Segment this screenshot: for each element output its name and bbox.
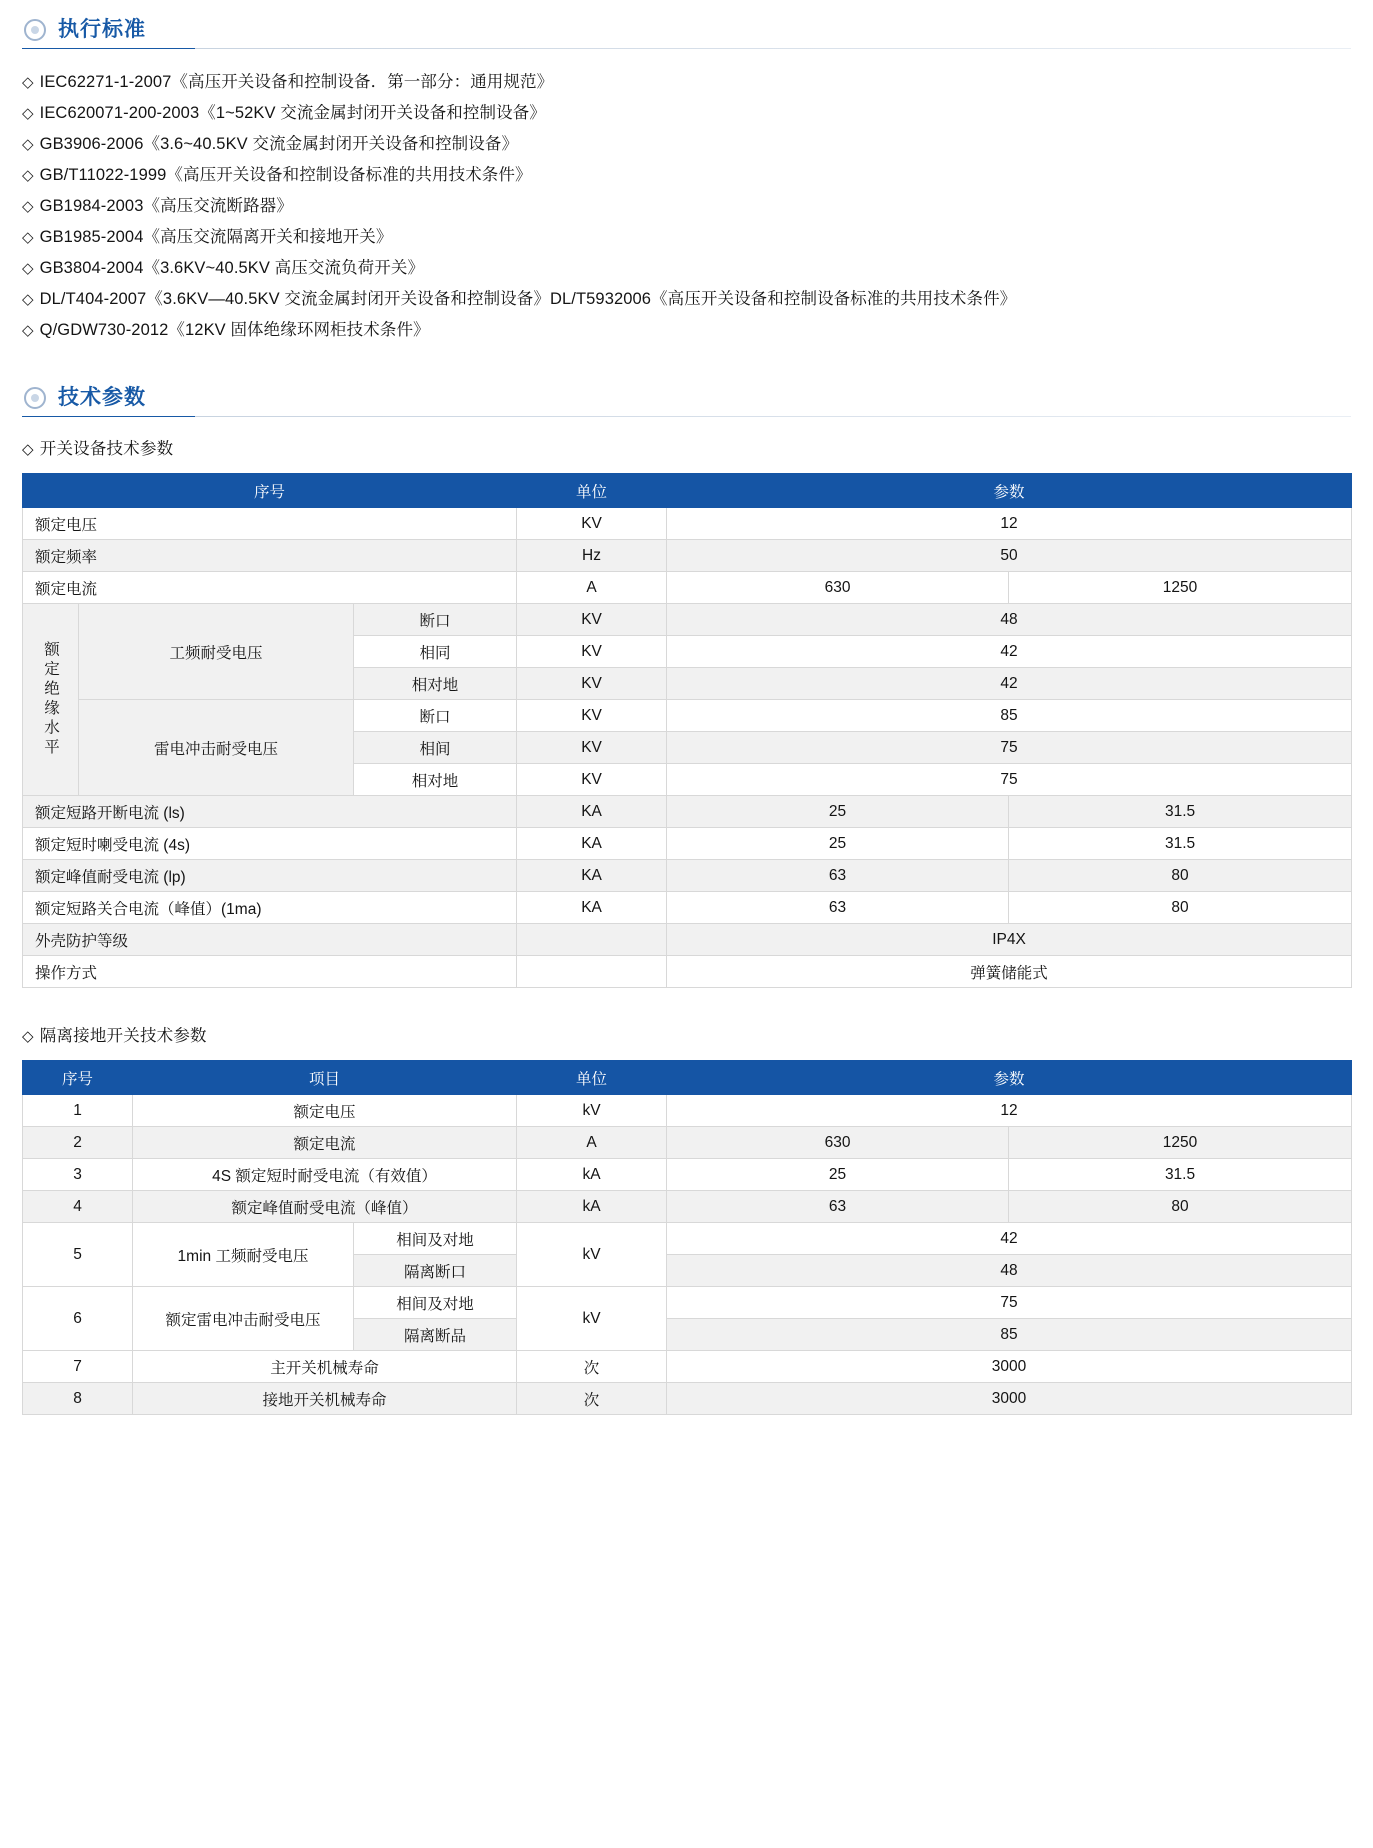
table-row	[23, 796, 1352, 828]
col-header-unit: 单位	[517, 1061, 667, 1095]
cell-value-630: 630	[667, 572, 1009, 604]
col-header-unit: 单位	[517, 474, 667, 508]
cell-unit: Hz	[517, 540, 667, 572]
cell-no: 5	[23, 1223, 133, 1287]
cell-name: 接地开关机械寿命	[133, 1383, 517, 1415]
subheading-switchgear-params	[22, 435, 1351, 459]
cell-subname: 相间及对地	[354, 1287, 517, 1319]
cell-value: 85	[667, 1319, 1352, 1351]
cell-value-b: 80	[1009, 860, 1352, 892]
subheading-isolation-earthing-params	[22, 1022, 1351, 1046]
diamond-icon: ◇	[22, 229, 34, 247]
cell-no: 2	[23, 1127, 133, 1159]
section-title-params: 技术参数	[58, 386, 146, 410]
cell-value: 75	[667, 764, 1352, 796]
standards-list	[22, 67, 1351, 346]
cell-unit: kV	[517, 1287, 667, 1351]
table-row	[23, 572, 1352, 604]
cell-unit: KV	[517, 764, 667, 796]
cell-unit: KV	[517, 668, 667, 700]
table-row	[23, 956, 1352, 988]
cell-unit: KV	[517, 604, 667, 636]
diamond-icon: ◇	[22, 322, 34, 340]
diamond-icon: ◇	[22, 198, 34, 216]
list-item	[22, 222, 1351, 253]
cell-name: 额定电流	[23, 572, 517, 604]
table-row	[23, 700, 1352, 732]
section-header-params	[22, 386, 1351, 417]
section-header-standards	[22, 18, 1351, 49]
cell-name: 额定短时喇受电流 (4s)	[23, 828, 517, 860]
standard-text: DL/T404-2007《3.6KV—40.5KV 交流金属封闭开关设备和控制设备》DL/T5932006《高压开关设备和控制设备标准的共用技术条件》	[39, 290, 1017, 309]
cell-no: 4	[23, 1191, 133, 1223]
cell-value: 42	[667, 1223, 1352, 1255]
list-item	[22, 315, 1351, 346]
table-row	[23, 1127, 1352, 1159]
standard-text: GB3804-2004《3.6KV~40.5KV 高压交流负荷开关》	[39, 259, 425, 278]
table-row	[23, 604, 1352, 636]
table-row	[23, 508, 1352, 540]
cell-value: 3000	[667, 1351, 1352, 1383]
cell-name: 额定峰值耐受电流 (lp)	[23, 860, 517, 892]
cell-value: 3000	[667, 1383, 1352, 1415]
cell-unit: KV	[517, 732, 667, 764]
cell-unit: kA	[517, 1191, 667, 1223]
cell-value-a: 63	[667, 892, 1009, 924]
table-header-row	[23, 1061, 1352, 1095]
cell-value-a: 25	[667, 796, 1009, 828]
cell-no: 1	[23, 1095, 133, 1127]
cell-subname: 相同	[354, 636, 517, 668]
circle-marker-icon	[24, 19, 46, 41]
diamond-icon: ◇	[22, 105, 34, 123]
cell-value: 50	[667, 540, 1352, 572]
cell-subname: 相间及对地	[354, 1223, 517, 1255]
cell-unit: kV	[517, 1223, 667, 1287]
cell-unit: KA	[517, 828, 667, 860]
col-header-no: 序号	[23, 1061, 133, 1095]
cell-unit	[517, 924, 667, 956]
cell-value-b: 1250	[1009, 1127, 1352, 1159]
cell-name: 操作方式	[23, 956, 517, 988]
cell-name: 外壳防护等级	[23, 924, 517, 956]
cell-name: 主开关机械寿命	[133, 1351, 517, 1383]
standard-text: IEC62271-1-2007《高压开关设备和控制设备．第一部分：通用规范》	[39, 73, 554, 92]
table-row	[23, 1351, 1352, 1383]
cell-unit: KA	[517, 860, 667, 892]
list-item	[22, 67, 1351, 98]
table-row	[23, 1383, 1352, 1415]
cell-subname: 相对地	[354, 764, 517, 796]
cell-unit: 次	[517, 1383, 667, 1415]
cell-value-a: 63	[667, 1191, 1009, 1223]
col-header-param: 参数	[667, 1061, 1352, 1095]
cell-unit: 次	[517, 1351, 667, 1383]
table-row	[23, 892, 1352, 924]
cell-value: 弹簧储能式	[667, 956, 1352, 988]
cell-unit: KV	[517, 636, 667, 668]
list-item	[22, 284, 1351, 315]
subheading-text: 开关设备技术参数	[39, 440, 174, 459]
col-header-no: 序号	[23, 474, 517, 508]
table-row	[23, 1223, 1352, 1255]
cell-value-b: 31.5	[1009, 1159, 1352, 1191]
cell-subname: 隔离断口	[354, 1255, 517, 1287]
table-row	[23, 1287, 1352, 1319]
cell-value-b: 80	[1009, 892, 1352, 924]
cell-subname: 隔离断品	[354, 1319, 517, 1351]
cell-subname: 断口	[354, 604, 517, 636]
cell-group-power-freq: 工频耐受电压	[79, 604, 354, 700]
cell-name: 额定短路关合电流（峰值）(1ma)	[23, 892, 517, 924]
cell-value: 48	[667, 604, 1352, 636]
cell-value: 48	[667, 1255, 1352, 1287]
section-divider	[22, 416, 1351, 417]
cell-value-b: 31.5	[1009, 828, 1352, 860]
cell-value: IP4X	[667, 924, 1352, 956]
table-row	[23, 924, 1352, 956]
cell-name: 额定短路开断电流 (ls)	[23, 796, 517, 828]
cell-value: 12	[667, 508, 1352, 540]
table-row	[23, 860, 1352, 892]
circle-marker-icon	[24, 387, 46, 409]
table-row	[23, 1191, 1352, 1223]
cell-name: 额定电压	[23, 508, 517, 540]
cell-name: 1min 工频耐受电压	[133, 1223, 354, 1287]
cell-name: 4S 额定短时耐受电流（有效值）	[133, 1159, 517, 1191]
list-item	[22, 191, 1351, 222]
subheading-text: 隔离接地开关技术参数	[39, 1027, 207, 1046]
cell-value: 75	[667, 1287, 1352, 1319]
list-item	[22, 253, 1351, 284]
cell-value: 42	[667, 668, 1352, 700]
cell-unit: A	[517, 572, 667, 604]
standard-text: IEC620071-200-2003《1~52KV 交流金属封闭开关设备和控制设备》	[39, 104, 546, 123]
cell-name: 额定峰值耐受电流（峰值）	[133, 1191, 517, 1223]
cell-unit: kA	[517, 1159, 667, 1191]
cell-value-b: 31.5	[1009, 796, 1352, 828]
diamond-icon: ◇	[22, 74, 34, 92]
cell-value-a: 630	[667, 1127, 1009, 1159]
standard-text: GB3906-2006《3.6~40.5KV 交流金属封闭开关设备和控制设备》	[39, 135, 519, 154]
cell-no: 7	[23, 1351, 133, 1383]
section-title-standards: 执行标准	[58, 18, 146, 41]
cell-value-1250: 1250	[1009, 572, 1352, 604]
cell-no: 3	[23, 1159, 133, 1191]
cell-unit: KV	[517, 700, 667, 732]
diamond-icon: ◇	[22, 291, 34, 309]
col-header-item: 项目	[133, 1061, 517, 1095]
cell-value: 75	[667, 732, 1352, 764]
table-isolation-earthing-params	[22, 1060, 1352, 1415]
cell-unit	[517, 956, 667, 988]
diamond-icon: ◇	[22, 1028, 34, 1046]
cell-subname: 断口	[354, 700, 517, 732]
cell-unit: KA	[517, 892, 667, 924]
cell-unit: kV	[517, 1095, 667, 1127]
cell-group-lightning: 雷电冲击耐受电压	[79, 700, 354, 796]
table-row	[23, 540, 1352, 572]
cell-name: 额定雷电冲击耐受电压	[133, 1287, 354, 1351]
cell-name: 额定电流	[133, 1127, 517, 1159]
cell-name: 额定电压	[133, 1095, 517, 1127]
list-item	[22, 129, 1351, 160]
diamond-icon: ◇	[22, 260, 34, 278]
section-divider	[22, 48, 1351, 49]
cell-value-a: 63	[667, 860, 1009, 892]
standard-text: GB1984-2003《高压交流断路器》	[39, 197, 293, 216]
cell-value-a: 25	[667, 1159, 1009, 1191]
cell-subname: 相对地	[354, 668, 517, 700]
cell-no: 6	[23, 1287, 133, 1351]
standard-text: Q/GDW730-2012《12KV 固体绝缘环网柜技术条件》	[39, 321, 430, 340]
col-header-param: 参数	[667, 474, 1352, 508]
cell-value: 85	[667, 700, 1352, 732]
diamond-icon: ◇	[22, 167, 34, 185]
table-switchgear-params	[22, 473, 1352, 988]
table-header-row	[23, 474, 1352, 508]
cell-no: 8	[23, 1383, 133, 1415]
cell-unit: A	[517, 1127, 667, 1159]
standard-text: GB1985-2004《高压交流隔离开关和接地开关》	[39, 228, 393, 247]
cell-value: 12	[667, 1095, 1352, 1127]
cell-unit: KA	[517, 796, 667, 828]
list-item	[22, 98, 1351, 129]
list-item	[22, 160, 1351, 191]
table-row	[23, 1095, 1352, 1127]
cell-value: 42	[667, 636, 1352, 668]
cell-unit: KV	[517, 508, 667, 540]
standard-text: GB/T11022-1999《高压开关设备和控制设备标准的共用技术条件》	[39, 166, 532, 185]
diamond-icon: ◇	[22, 136, 34, 154]
cell-value-b: 80	[1009, 1191, 1352, 1223]
cell-group-insulation: 额定绝缘水平	[23, 604, 79, 796]
diamond-icon: ◇	[22, 441, 34, 459]
table-row	[23, 828, 1352, 860]
cell-subname: 相间	[354, 732, 517, 764]
cell-value-a: 25	[667, 828, 1009, 860]
table-row	[23, 1159, 1352, 1191]
cell-name: 额定频率	[23, 540, 517, 572]
